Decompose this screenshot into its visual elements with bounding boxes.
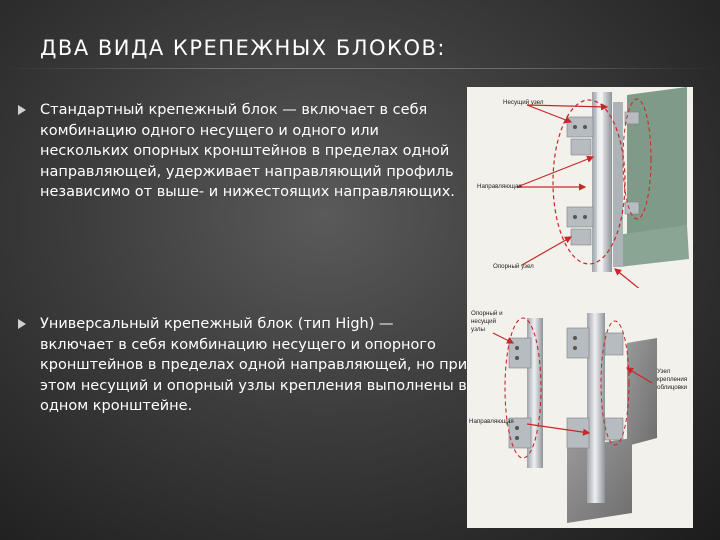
bullet-text: Стандартный крепежный блок — включает в себя комбинацию одного несущего и одного или нескольких опорных кронштейнов в пределах одной направляющей, удерживает направляющий профиль независимо от выше- и нижестоящих направляющих. (40, 102, 455, 200)
label-carrier-node: Несущий узел (503, 99, 544, 106)
standard-block-illustration (467, 87, 693, 307)
universal-block-drawing (467, 288, 693, 528)
title-divider (0, 68, 720, 69)
label-cladding-line3: облицовки (657, 384, 688, 391)
standard-block-drawing (467, 87, 693, 307)
label-support-carrier-line1: Опорный и (471, 310, 503, 317)
universal-block-illustration (467, 288, 693, 528)
label-support-carrier-line2: несущий (471, 318, 497, 325)
label-cladding-line2: крепления (657, 376, 688, 383)
bullet-triangle-icon (18, 105, 26, 115)
label-guide: Направляющая (477, 183, 522, 190)
label-support-node: Опорный узел (493, 263, 534, 270)
slide-title: ДВА ВИДА КРЕПЕЖНЫХ БЛОКОВ: (40, 36, 446, 60)
label-guide: Направляющая (469, 418, 514, 425)
label-cladding-line1: Узел (657, 368, 671, 375)
bullet-text: Универсальный крепежный блок (тип High) — включает в себя комбинацию несущего и опорного кронштейнов в пределах одной направляющей, но при этом несущий и опорный узлы крепления выполнены в одном кронштейне. (40, 316, 468, 414)
bullet-universal-block (18, 314, 468, 417)
bullet-standard-block (18, 100, 463, 203)
bullet-triangle-icon (18, 319, 26, 329)
label-support-carrier-line3: узлы (471, 326, 485, 333)
